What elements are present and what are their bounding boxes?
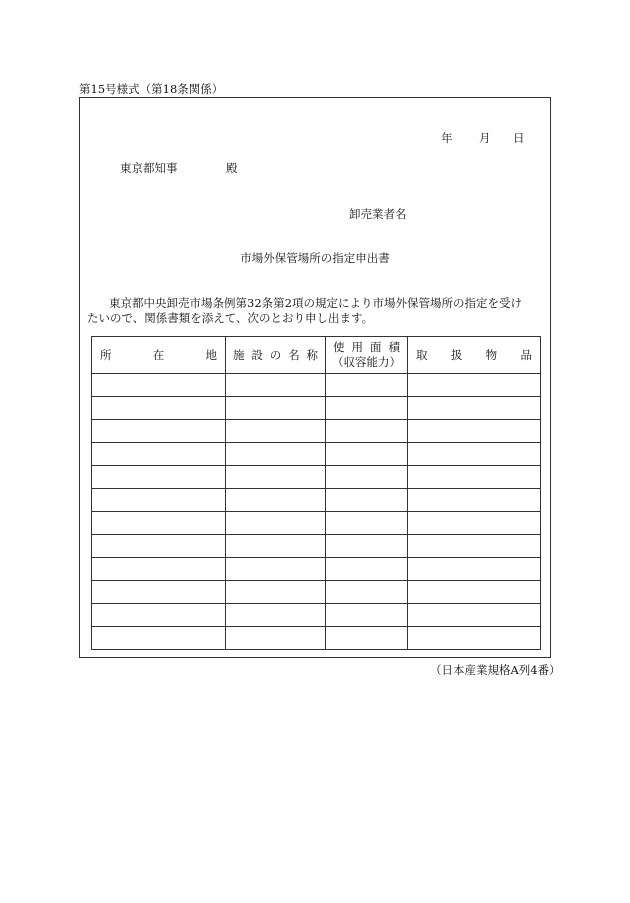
header-goods-char: 品: [520, 348, 532, 362]
header-usage-area-char: 積: [388, 340, 400, 354]
body-text: [87, 296, 547, 326]
header-usage-area-char: 面: [370, 340, 382, 354]
facility-name-cell: [226, 489, 326, 512]
table-row: [92, 535, 541, 558]
header-location-char: 在: [152, 348, 165, 362]
table-row: [92, 443, 541, 466]
facility-name-cell: [226, 466, 326, 489]
addressee: 東京都知事: [120, 161, 178, 175]
facility-name-cell: [226, 604, 326, 627]
table-row: [92, 489, 541, 512]
header-location-char: 所: [100, 348, 112, 362]
facility-name-cell: [226, 512, 326, 535]
body-text-line-1: 東京都中央卸売市場条例第32条第2項の規定により市場外保管場所の指定を受け: [109, 296, 522, 310]
facility-name-cell: [226, 558, 326, 581]
usage-area-cell: [326, 443, 408, 466]
facility-name-cell: [226, 581, 326, 604]
goods-cell: [408, 397, 541, 420]
date-day-label: 日: [513, 131, 525, 145]
form-number: 第15号様式（第18条関係）: [79, 82, 224, 96]
goods-cell: [408, 466, 541, 489]
date-month-label: 月: [479, 131, 491, 145]
paper-size-note: （日本産業規格A列4番）: [430, 663, 561, 677]
header-goods-char: 取: [416, 348, 428, 362]
header-facility-name-char: の: [269, 348, 282, 362]
table-row: [92, 374, 541, 397]
goods-cell: [408, 627, 541, 650]
goods-cell: [408, 558, 541, 581]
goods-cell: [408, 443, 541, 466]
table-row: [92, 420, 541, 443]
header-location: [92, 337, 226, 374]
header-usage-area-char: 用: [351, 340, 363, 354]
header-facility-name-char: 称: [306, 348, 318, 362]
date-year-label: 年: [441, 131, 453, 145]
header-goods-char: 扱: [450, 348, 463, 362]
location-cell: [92, 466, 226, 489]
goods-cell: [408, 512, 541, 535]
facility-name-cell: [226, 627, 326, 650]
location-cell: [92, 535, 226, 558]
usage-area-cell: [326, 397, 408, 420]
facility-name-cell: [226, 374, 326, 397]
usage-area-cell: [326, 420, 408, 443]
header-goods-char: 物: [485, 348, 498, 362]
location-cell: [92, 581, 226, 604]
table-row: [92, 397, 541, 420]
goods-cell: [408, 581, 541, 604]
sender-label: 卸売業者名: [349, 207, 407, 221]
usage-area-cell: [326, 374, 408, 397]
location-cell: [92, 558, 226, 581]
document-title: 市場外保管場所の指定申出書: [240, 251, 390, 265]
location-cell: [92, 443, 226, 466]
location-cell: [92, 604, 226, 627]
location-cell: [92, 627, 226, 650]
usage-area-cell: [326, 466, 408, 489]
location-cell: [92, 397, 226, 420]
goods-cell: [408, 604, 541, 627]
usage-area-cell: [326, 489, 408, 512]
facility-name-cell: [226, 443, 326, 466]
header-usage-area-capacity: （収容能力）: [332, 355, 401, 369]
facility-name-cell: [226, 420, 326, 443]
facility-name-cell: [226, 535, 326, 558]
facility-table: [91, 336, 541, 650]
usage-area-cell: [326, 512, 408, 535]
header-facility-name-char: 名: [288, 348, 300, 362]
usage-area-cell: [326, 558, 408, 581]
usage-area-cell: [326, 535, 408, 558]
location-cell: [92, 420, 226, 443]
goods-cell: [408, 420, 541, 443]
table-header-row: [92, 337, 541, 374]
header-facility-name-char: 設: [251, 348, 263, 362]
honorific: 殿: [226, 161, 238, 175]
header-location-char: 地: [205, 348, 217, 362]
header-usage-area-char: 使: [333, 340, 345, 354]
location-cell: [92, 374, 226, 397]
usage-area-cell: [326, 604, 408, 627]
facility-name-cell: [226, 397, 326, 420]
header-usage-area: [326, 337, 408, 374]
goods-cell: [408, 535, 541, 558]
header-goods: [408, 337, 541, 374]
goods-cell: [408, 374, 541, 397]
table-row: [92, 627, 541, 650]
header-facility-name: [226, 337, 326, 374]
usage-area-cell: [326, 627, 408, 650]
table-row: [92, 558, 541, 581]
location-cell: [92, 512, 226, 535]
goods-cell: [408, 489, 541, 512]
table-row: [92, 604, 541, 627]
location-cell: [92, 489, 226, 512]
table-row: [92, 466, 541, 489]
table-row: [92, 581, 541, 604]
usage-area-cell: [326, 581, 408, 604]
table-row: [92, 512, 541, 535]
header-facility-name-char: 施: [233, 348, 245, 362]
body-text-line-2: たいので、関係書類を添えて、次のとおり申し出ます。: [87, 311, 374, 325]
